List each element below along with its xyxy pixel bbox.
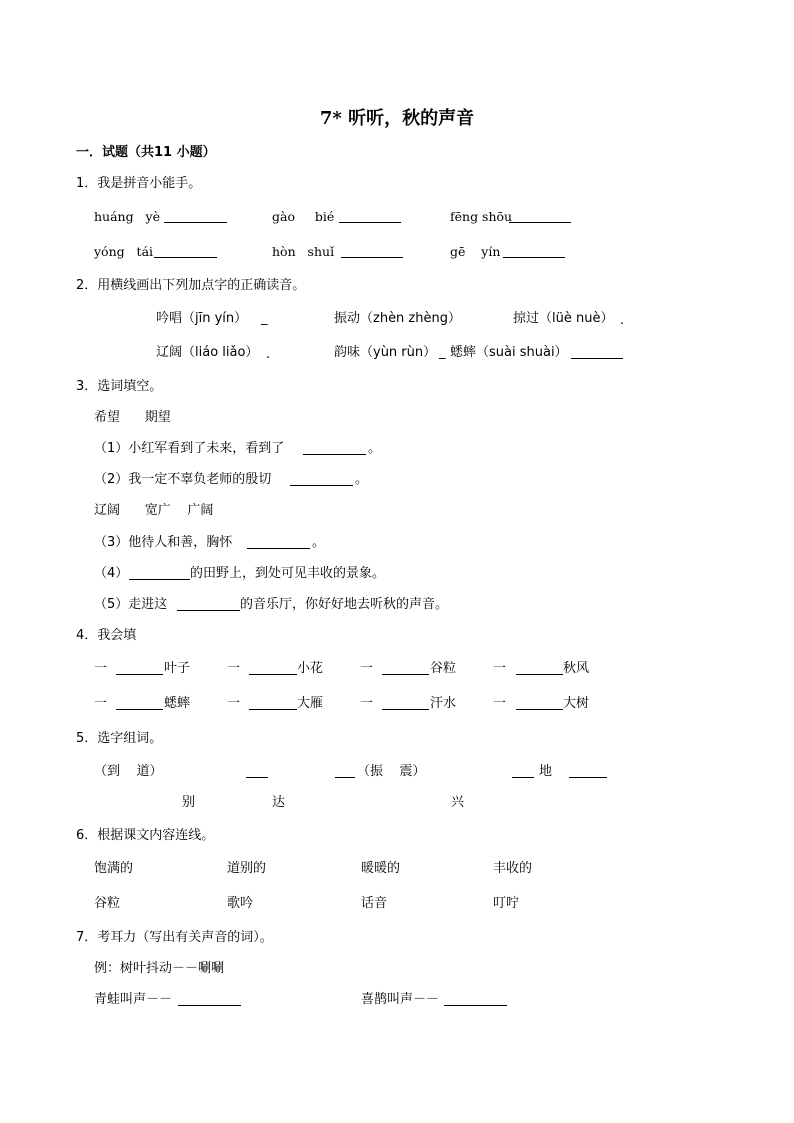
question-2-prompt: 2．用横线画出下列加点字的正确读音。 [76, 278, 306, 293]
answer-blank[interactable] [164, 222, 227, 223]
reading-item: 掠过（lüè nuè） [513, 311, 614, 326]
quantifier-prefix: 一 [227, 696, 241, 711]
noun-item: 谷粒 [430, 661, 457, 676]
reading-item: 振动（zhèn zhèng） [334, 311, 461, 326]
noun-item: 秋风 [563, 661, 590, 676]
reading-item: 蟋蟀（suài shuài） [450, 345, 568, 360]
mark: _ [439, 345, 446, 360]
word-options: 辽阔 宽广 广阔 [94, 503, 214, 518]
reading-item: 韵味（yùn rùn） [334, 345, 437, 360]
match-item-right[interactable]: 谷粒 [94, 896, 121, 911]
mark: . [620, 313, 625, 328]
answer-blank[interactable] [382, 674, 429, 675]
noun-item: 蟋蟀 [164, 696, 191, 711]
answer-blank[interactable] [290, 485, 353, 486]
answer-blank[interactable] [339, 222, 401, 223]
char-item: 达 [272, 795, 286, 810]
quantifier-prefix: 一 [360, 696, 374, 711]
pinyin-item: yóng tái [94, 244, 154, 259]
answer-blank[interactable] [246, 777, 268, 778]
sentence: 的田野上，到处可见丰收的景象。 [190, 566, 386, 581]
noun-item: 大雁 [297, 696, 324, 711]
noun-item: 叶子 [164, 661, 191, 676]
sentence-end: 。 [355, 472, 369, 487]
pinyin-item: hòn shuǐ [272, 244, 335, 259]
answer-blank[interactable] [247, 548, 310, 549]
answer-blank[interactable] [116, 674, 163, 675]
match-item-left[interactable]: 饱满的 [94, 861, 134, 876]
answer-blank[interactable] [178, 1005, 241, 1006]
answer-blank[interactable] [444, 1005, 507, 1006]
sound-item: 青蛙叫声－－ [94, 992, 173, 1007]
question-1-prompt: 1．我是拼音小能手。 [76, 176, 202, 191]
match-item-left[interactable]: 丰收的 [493, 861, 533, 876]
answer-blank[interactable] [571, 358, 623, 359]
question-7-prompt: 7．考耳力（写出有关声音的词）。 [76, 930, 273, 945]
pinyin-item: gē yín [450, 244, 501, 259]
sentence: （4） [94, 566, 129, 581]
match-item-right[interactable]: 话音 [361, 896, 388, 911]
section-heading: 一．试题（共11 小题） [76, 145, 216, 160]
answer-blank[interactable] [503, 257, 565, 258]
char-group: （振 震） [357, 764, 426, 779]
answer-blank[interactable] [516, 674, 563, 675]
answer-blank[interactable] [154, 257, 217, 258]
sentence: （1）小红军看到了未来，看到了 [94, 441, 285, 456]
quantifier-prefix: 一 [493, 696, 507, 711]
answer-blank[interactable] [569, 777, 607, 778]
match-item-left[interactable]: 暖暖的 [361, 861, 401, 876]
word-options: 希望 期望 [94, 410, 171, 425]
answer-blank[interactable] [177, 610, 240, 611]
char-item: 兴 [451, 795, 465, 810]
sentence-end: 。 [368, 441, 382, 456]
pinyin-item: fēng shōu [450, 209, 513, 224]
answer-blank[interactable] [129, 579, 190, 580]
char-item: 地 [539, 764, 553, 779]
quantifier-prefix: 一 [493, 661, 507, 676]
char-group: （到 道） [94, 764, 163, 779]
sound-item: 喜鹊叫声－－ [361, 992, 440, 1007]
mark: . [266, 347, 271, 362]
noun-item: 小花 [297, 661, 324, 676]
example-line: 例：树叶抖动－－唰唰 [94, 961, 225, 976]
answer-blank[interactable] [512, 777, 534, 778]
quantifier-prefix: 一 [94, 696, 108, 711]
answer-blank[interactable] [516, 709, 563, 710]
answer-blank[interactable] [382, 709, 429, 710]
reading-item: 吟唱（jīn yín） [156, 311, 248, 326]
page-title: 7* 听听，秋的声音 [319, 108, 475, 129]
answer-blank[interactable] [303, 454, 366, 455]
answer-blank[interactable] [335, 777, 355, 778]
noun-item: 大树 [563, 696, 590, 711]
sentence: （2）我一定不辜负老师的殷切 [94, 472, 272, 487]
sentence: （3）他待人和善，胸怀 [94, 535, 233, 550]
match-item-left[interactable]: 道别的 [227, 861, 267, 876]
question-6-prompt: 6．根据课文内容连线。 [76, 828, 215, 843]
answer-blank[interactable] [509, 222, 571, 223]
pinyin-item: gào bié [272, 209, 335, 224]
question-5-prompt: 5．选字组词。 [76, 731, 163, 746]
quantifier-prefix: 一 [94, 661, 108, 676]
answer-blank[interactable] [341, 257, 403, 258]
char-item: 别 [182, 795, 196, 810]
reading-item: 辽阔（liáo liǎo） [156, 345, 259, 360]
sentence: （5）走进这 [94, 597, 168, 612]
sentence: 的音乐厅，你好好地去听秋的声音。 [240, 597, 449, 612]
quantifier-prefix: 一 [227, 661, 241, 676]
noun-item: 汗水 [430, 696, 457, 711]
answer-blank[interactable] [116, 709, 163, 710]
mark: _ [261, 311, 268, 326]
answer-blank[interactable] [249, 709, 297, 710]
sentence-end: 。 [312, 535, 326, 550]
answer-blank[interactable] [249, 674, 297, 675]
pinyin-item: huáng yè [94, 209, 160, 224]
match-item-right[interactable]: 歌吟 [227, 896, 254, 911]
match-item-right[interactable]: 叮咛 [493, 896, 520, 911]
question-3-prompt: 3．选词填空。 [76, 379, 163, 394]
quantifier-prefix: 一 [360, 661, 374, 676]
question-4-prompt: 4．我会填 [76, 628, 137, 643]
